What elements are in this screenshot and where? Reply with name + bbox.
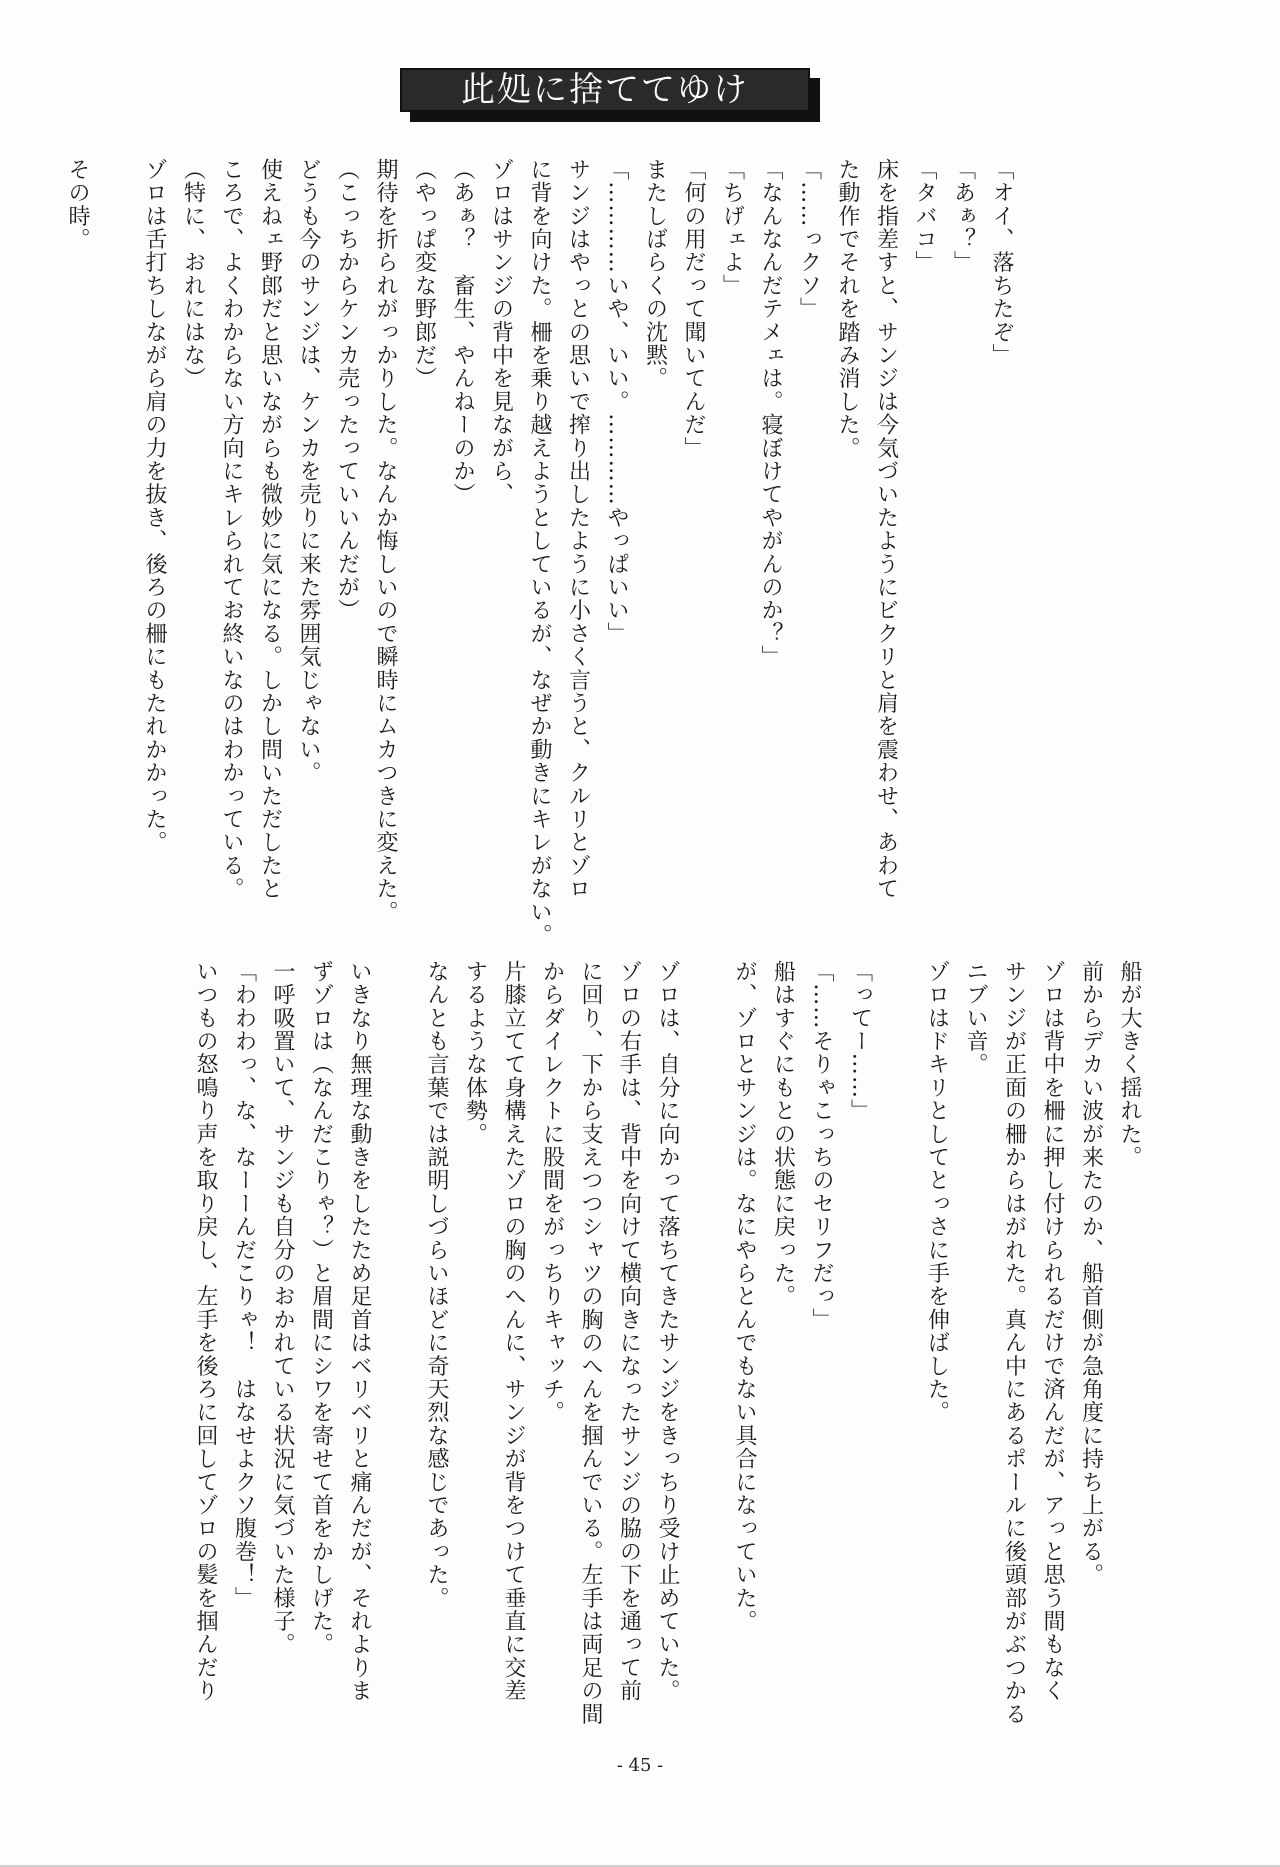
page-number: - 45 -	[616, 1755, 664, 1776]
text-line: 「ちげェよ」	[719, 158, 745, 298]
text-line: 「なんなんだテメェは。寝ぼけてやがんのか？」	[758, 158, 783, 669]
text-line: が、ゾロとサンジは。なにやらとんでもない具合になっていた。	[732, 960, 757, 1633]
text-line: 期待を折られがっかりした。なんか悔しいので瞬時にムカつきに変えた。	[373, 158, 398, 924]
text-line: 「…………いや、いい。…………やっぱいい」	[604, 158, 629, 646]
text-line: ゾロは、自分に向かって落ちてきたサンジをきっちり受け止めていた。	[655, 960, 680, 1703]
text-line: どうも今のサンジは、ケンカを売りに来た雰囲気じゃない。	[296, 158, 321, 785]
text-line: ゾロは舌打ちしながら肩の力を抜き、後ろの柵にもたれかかった。	[142, 158, 167, 854]
text-line: サンジはやっとの思いで搾り出したように小さく言うと、クルリとゾロ	[565, 158, 591, 901]
text-block-lower	[186, 960, 1149, 1760]
text-line: 床を指差すと、サンジは今気づいたようにビクリと肩を震わせ、あわて	[873, 158, 899, 901]
text-line: ゾロはドキリとしてとっさに手を伸ばした。	[924, 960, 950, 1424]
text-line: 使えねェ野郎だと思いながらも微妙に気になる。しかし問いただしたと	[257, 158, 283, 901]
text-line: 一呼吸置いて、サンジも自分のおかれている状況に気づいた様子。	[270, 960, 295, 1656]
text-line: た動作でそれを踏み消した。	[835, 158, 860, 460]
title-banner-box	[400, 68, 810, 112]
text-line: 「タバコ」	[912, 158, 937, 274]
chapter-title-banner	[400, 68, 820, 122]
text-line: なんとも言葉では説明しづらいほどに奇天烈な感じであった。	[424, 960, 449, 1610]
text-line: 「ってー……」	[847, 960, 873, 1123]
text-line: （特に、おれにはな）	[180, 158, 206, 390]
text-line: からダイレクトに股間をがっちりキャッチ。	[539, 960, 565, 1424]
text-line	[879, 960, 918, 1760]
text-line: 「……そりゃこっちのセリフだっ」	[809, 960, 834, 1332]
text-line: （あぁ？ 畜生、やんねーのか）	[450, 158, 475, 506]
text-line: いつもの怒鳴り声を取り戻し、左手を後ろに回してゾロの髪を掴んだり	[193, 960, 218, 1703]
text-line: 片膝立てて身構えたゾロの胸のへんに、サンジが背をつけて垂直に交差	[501, 960, 526, 1703]
text-line: 「わわわっ、な、なーーんだこりゃ！ はなせよクソ腹巻！」	[231, 960, 257, 1610]
text-line: サンジが正面の柵からはがれた。真ん中にあるポールに後頭部がぶつかる	[1001, 960, 1027, 1726]
text-line: 前からデカい波が来たのか、船首側が急角度に持ち上がる。	[1078, 960, 1104, 1587]
text-line: またしばらくの沈黙。	[642, 158, 668, 390]
text-line: ニブい音。	[963, 960, 988, 1076]
text-line: ゾロは背中を柵に押し付けられるだけで済んだが、アっと思う間もなく	[1040, 960, 1065, 1703]
text-line: ずゾロは（なんだこりゃ？）と眉間にシワを寄せて首をかしげた。	[308, 960, 334, 1656]
text-line: ゾロはサンジの背中を見ながら、	[488, 158, 514, 506]
text-block-upper	[58, 158, 1021, 947]
text-line: 船が大きく揺れた。	[1117, 960, 1142, 1169]
chapter-title: 此処に捨ててゆけ	[461, 70, 749, 110]
text-line: 「何の用だって聞いてんだ」	[681, 158, 706, 460]
text-line: （こっちからケンカ売ったっていいんだが）	[334, 158, 360, 622]
text-line: 「オイ、落ちたぞ」	[989, 158, 1014, 367]
text-line	[686, 960, 725, 1760]
text-line: 船はすぐにもとの状態に戻った。	[770, 960, 796, 1308]
text-line: その時。	[65, 158, 90, 251]
text-line: 「……っクソ」	[796, 158, 822, 321]
text-line	[378, 960, 417, 1760]
text-line: いきなり無理な動きをしたため足首はベリベリと痛んだが、それよりま	[347, 960, 372, 1703]
text-line	[96, 158, 135, 918]
text-line: するような体勢。	[462, 960, 488, 1146]
text-line: 「あぁ？」	[950, 158, 976, 274]
text-line: （やっぱ変な野郎だ）	[411, 158, 437, 390]
text-line: ころで、よくわからない方向にキレられてお終いなのはわかっている。	[219, 158, 244, 901]
text-line: ゾロの右手は、背中を向けて横向きになったサンジの脇の下を通って前	[616, 960, 642, 1703]
text-line: に背を向けた。柵を乗り越えようとしているが、なぜか動きにキレがない。	[527, 158, 552, 947]
text-line: に回り、下から支えつつシャツの胸のへんを掴んでいる。左手は両足の間	[578, 960, 603, 1726]
